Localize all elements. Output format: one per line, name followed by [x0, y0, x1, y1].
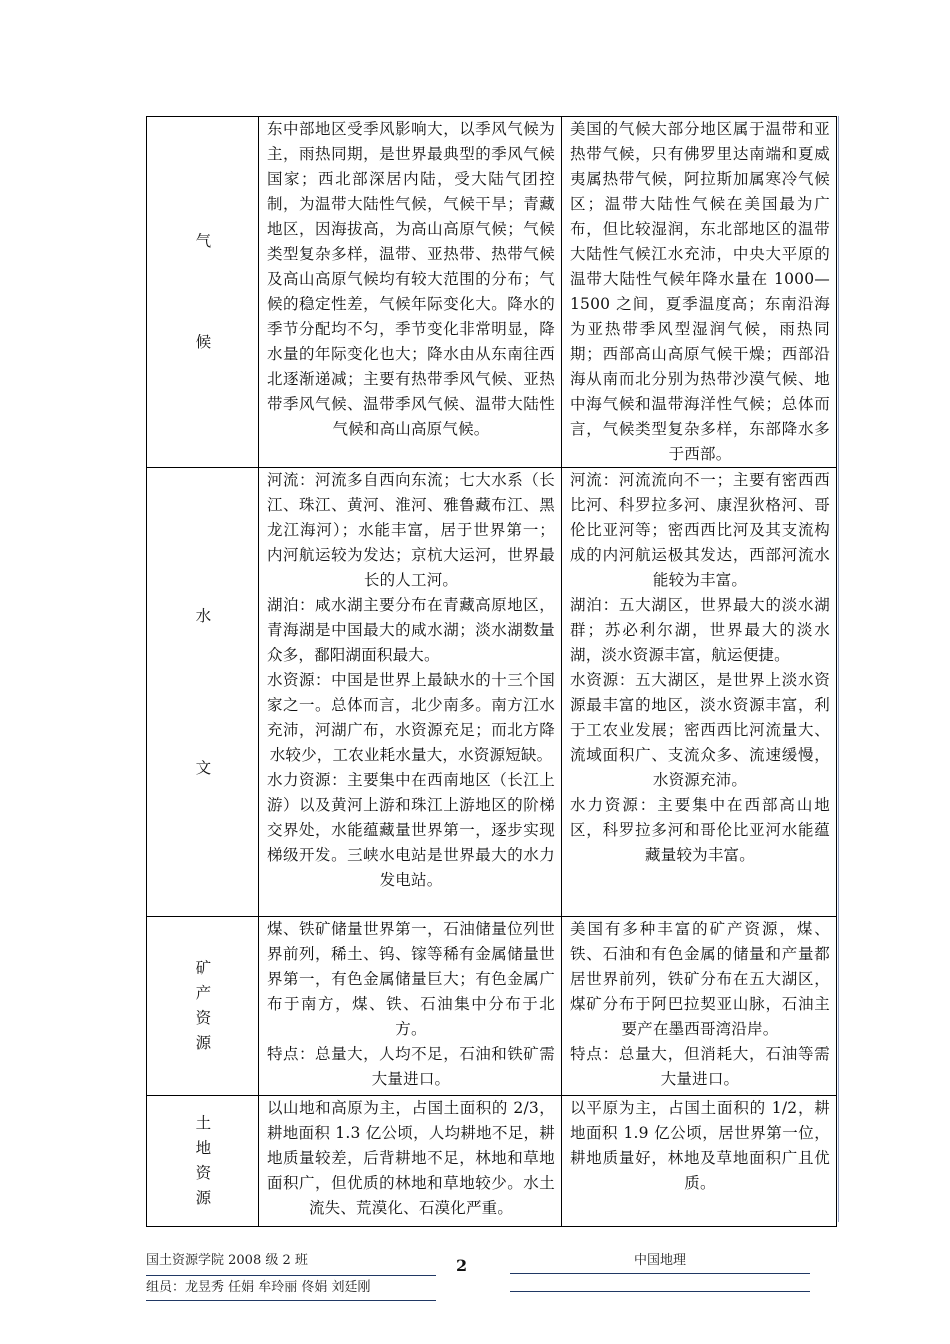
table-row-hydrology — [147, 468, 837, 917]
row-label-char: 产 — [195, 984, 212, 1002]
paragraph: 河流：河流流向不一；主要有密西西比河、科罗拉多河、康涅狄格河、哥伦比亚河等；密西西比河及其支流构成的内河航运极其发达，西部河流水能较为丰富。 — [570, 471, 830, 589]
paragraph: 河流：河流多自西向东流；七大水系（长江、珠江、黄河、淮河、雅鲁藏布江、黑龙江海河）；水能丰富，居于世界第一；内河航运较为发达；京杭大运河，世界最长的人工河。 — [267, 471, 555, 589]
row-label-char: 候 — [195, 333, 212, 351]
row-label-char: 矿 — [195, 959, 212, 977]
row-label-char: 源 — [195, 1034, 212, 1052]
china-cell — [259, 1096, 562, 1227]
footer-rule — [146, 1300, 436, 1301]
paragraph: 煤、铁矿储量世界第一，石油储量位列世界前列，稀土、钨、镓等稀有金属储量世界第一，有色金属储量巨大；有色金属广布于南方，煤、铁、石油集中分布于北方。 — [267, 920, 555, 1038]
row-label-cell — [147, 917, 259, 1096]
footer-members: 组员：龙昱秀 任娟 牟玲丽 佟娟 刘廷刚 — [146, 1280, 371, 1295]
footer-right — [510, 1253, 810, 1292]
paragraph: 特点：总量大，人均不足，石油和铁矿需大量进口。 — [267, 1045, 555, 1088]
paragraph: 美国有多种丰富的矿产资源，煤、铁、石油和有色金属的储量和产量都居世界前列，铁矿分布在五大湖区，煤矿分布于阿巴拉契亚山脉，石油主要产在墨西哥湾沿岸。 — [570, 920, 830, 1038]
row-label-char: 土 — [195, 1114, 212, 1132]
china-cell — [259, 917, 562, 1096]
paragraph: 湖泊：五大湖区，世界最大的淡水湖群；苏必利尔湖，世界最大的淡水湖，淡水资源丰富，航运便捷。 — [570, 596, 830, 664]
footer-rule — [510, 1273, 810, 1274]
paragraph: 水力资源：主要集中在西部高山地区，科罗拉多河和哥伦比亚河水能蕴藏量较为丰富。 — [570, 796, 830, 864]
paragraph: 美国的气候大部分地区属于温带和亚热带气候，只有佛罗里达南端和夏威夷属热带气候，阿拉斯加属寒冷气候区；温带大陆性气候在美国最为广布，但比较湿润，东北部地区的温带大陆性气候江水充沛，中央大平原的温带大陆性气候年降水量在 1000—1500 之间，夏季温度高；东南沿海为亚热带季风型湿润气候，雨热同期；西部高山高原气候干燥；西部沿海从南而北分别为热带沙漠气候、地中海气候和温带海洋性气候；总体而言，气候类型复杂多样，东部降水多于西部。 — [570, 120, 830, 463]
china-cell — [259, 117, 562, 468]
row-label-cell — [147, 117, 259, 468]
usa-cell — [562, 117, 837, 468]
paragraph: 水资源：中国是世界上最缺水的十三个国家之一。总体而言，北少南多。南方江水充沛，河湖广布，水资源充足；而北方降水较少，工农业耗水量大，水资源短缺。 — [267, 671, 555, 764]
footer-course: 中国地理 — [633, 1253, 686, 1268]
row-label-char: 水 — [195, 606, 212, 625]
paragraph: 水资源：五大湖区，是世界上淡水资源最丰富的地区，淡水资源丰富，利于工农业发展；密西西比河流量大、流域面积广、支流众多、流速缓慢，水资源充沛。 — [570, 671, 830, 789]
paragraph: 水力资源：主要集中在西南地区（长江上游）以及黄河上游和珠江上游地区的阶梯交界处，水能蕴藏量世界第一，逐步实现梯级开发。三峡水电站是世界最大的水力发电站。 — [267, 771, 555, 889]
paragraph: 湖泊：咸水湖主要分布在青藏高原地区，青海湖是中国最大的咸水湖；淡水湖数量众多，鄱阳湖面积最大。 — [267, 596, 555, 664]
row-label-cell — [147, 1096, 259, 1227]
footer-school: 国土资源学院 2008 级 2 班 — [146, 1253, 308, 1268]
row-label-char: 地 — [195, 1139, 212, 1157]
row-label-char: 资 — [195, 1164, 212, 1182]
table-row-land — [147, 1096, 837, 1227]
row-label-char: 文 — [195, 758, 212, 777]
china-cell — [259, 468, 562, 917]
row-label-char: 资 — [195, 1009, 212, 1027]
paragraph: 东中部地区受季风影响大，以季风气候为主，雨热同期，是世界最典型的季风气候国家；西北部深居内陆，受大陆气团控制，为温带大陆性气候，气候干旱；青藏地区，因海拔高，为高山高原气候；气候类型复杂多样，温带、亚热带、热带气候及高山高原气候均有较大范围的分布；气候的稳定性差，气候年际变化大。降水的季节分配均不匀，季节变化非常明显，降水量的年际变化也大；降水由从东南往西北逐渐递减；主要有热带季风气候、亚热带季风气候、温带季风气候、温带大陆性气候和高山高原气候。 — [267, 120, 555, 438]
paragraph: 以山地和高原为主，占国土面积的 2/3，耕地面积 1.3 亿公顷，人均耕地不足，耕地质量较差，后背耕地不足，林地和草地面积广，但优质的林地和草地较少。水土流失、荒漠化、石漠化严重。 — [267, 1099, 555, 1217]
footer-rule — [510, 1291, 810, 1292]
footer-left — [146, 1253, 436, 1301]
paragraph: 特点：总量大，但消耗大，石油等需大量进口。 — [570, 1045, 830, 1088]
footer-rule — [146, 1275, 436, 1276]
row-label-char: 源 — [195, 1189, 212, 1207]
table-row-climate — [147, 117, 837, 468]
row-label-cell — [147, 468, 259, 917]
comparison-table — [146, 116, 837, 1227]
usa-cell — [562, 1096, 837, 1227]
margin-line — [838, 116, 839, 1222]
paragraph: 以平原为主，占国土面积的 1/2，耕地面积 1.9 亿公顷，居世界第一位，耕地质量好，林地及草地面积广且优质。 — [570, 1099, 830, 1192]
table-row-minerals — [147, 917, 837, 1096]
row-label-char: 气 — [195, 232, 212, 250]
usa-cell — [562, 917, 837, 1096]
page-number: 2 — [456, 1256, 468, 1275]
usa-cell — [562, 468, 837, 917]
